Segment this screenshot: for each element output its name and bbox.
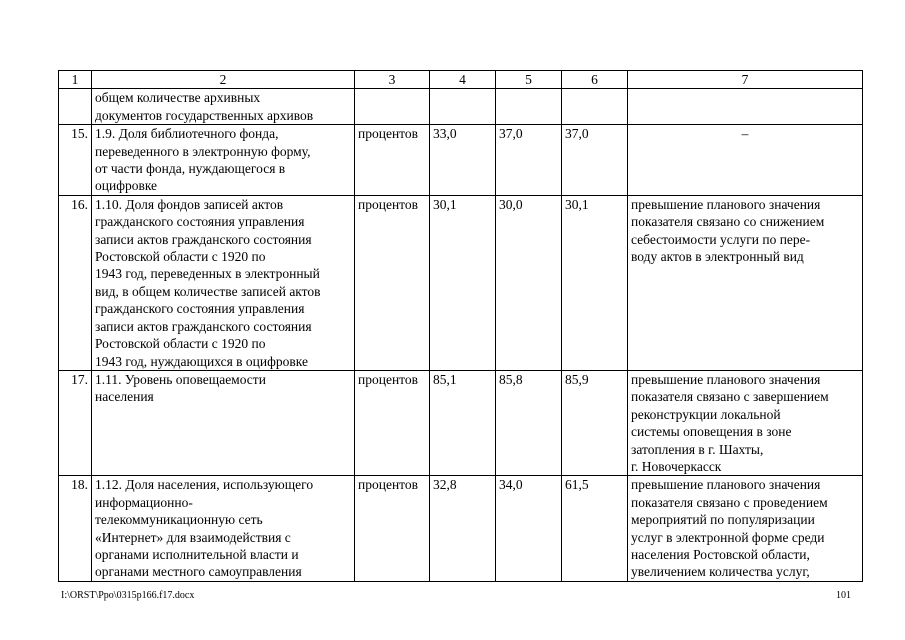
header-col-6: 6 — [562, 71, 628, 89]
indicator-line: 1943 год, переведенных в электронный — [95, 266, 320, 282]
header-col-1: 1 — [59, 71, 92, 89]
indicator-line: от части фонда, нуждающегося в — [95, 161, 286, 177]
unit-cell: процентов — [355, 370, 430, 475]
indicator-line: органами местного самоуправления — [95, 564, 302, 580]
note-line: себестоимости услуги по пере- — [631, 231, 811, 247]
continuation-line: общем количестве архивных — [95, 90, 261, 106]
indicator-line: гражданского состояния управления — [95, 301, 305, 317]
footer-file-path: I:\ORST\Ppo\0315p166.f17.docx — [61, 590, 195, 601]
continuation-unit-cell — [355, 89, 430, 125]
row-number: 18. — [59, 476, 92, 581]
header-col-2: 2 — [92, 71, 355, 89]
indicator-name — [92, 476, 355, 581]
note-line: услуг в электронной форме среди — [631, 529, 825, 545]
value-v4: 32,8 — [430, 476, 496, 581]
table-header-row — [59, 71, 863, 89]
unit-cell: процентов — [355, 195, 430, 370]
value-v5: 85,8 — [496, 370, 562, 475]
indicator-line: телекоммуникационную сеть — [95, 512, 263, 528]
indicator-line: «Интернет» для взаимодействия с — [95, 529, 291, 545]
unit-cell: процентов — [355, 125, 430, 196]
value-v6: 85,9 — [562, 370, 628, 475]
indicators-table — [58, 70, 863, 582]
header-col-4: 4 — [430, 71, 496, 89]
row-number: 16. — [59, 195, 92, 370]
note-line: – — [741, 126, 749, 142]
indicator-line: записи актов гражданского состояния — [95, 318, 312, 334]
note-line: показателя связано со снижением — [631, 214, 825, 230]
note-line: г. Новочеркасск — [631, 458, 722, 474]
value-v4: 85,1 — [430, 370, 496, 475]
indicator-line: 1.10. Доля фондов записей актов — [95, 196, 284, 212]
row-number: 15. — [59, 125, 92, 196]
note-cell — [628, 195, 863, 370]
note-line: системы оповещения в зоне — [631, 424, 792, 440]
indicator-line: 1.11. Уровень оповещаемости — [95, 371, 266, 387]
indicator-line: записи актов гражданского состояния — [95, 231, 312, 247]
indicator-line: гражданского состояния управления — [95, 214, 305, 230]
note-cell — [628, 476, 863, 581]
value-v5: 30,0 — [496, 195, 562, 370]
note-line: показателя связано с завершением — [631, 389, 829, 405]
indicator-name — [92, 195, 355, 370]
header-col-5: 5 — [496, 71, 562, 89]
continuation-v6-cell — [562, 89, 628, 125]
indicator-line: Ростовской области с 1920 по — [95, 249, 266, 265]
continuation-row — [59, 89, 863, 125]
note-line: превышение планового значения — [631, 371, 821, 387]
footer-page-number: 101 — [836, 590, 851, 601]
header-col-7: 7 — [628, 71, 863, 89]
continuation-v4-cell — [430, 89, 496, 125]
note-cell — [628, 370, 863, 475]
note-cell — [628, 125, 863, 196]
continuation-text-cell — [92, 89, 355, 125]
indicator-line: 1.9. Доля библиотечного фонда, — [95, 126, 279, 142]
note-line: населения Ростовской области, — [631, 546, 810, 562]
value-v4: 30,1 — [430, 195, 496, 370]
continuation-line: документов государственных архивов — [95, 107, 314, 123]
value-v4: 33,0 — [430, 125, 496, 196]
note-line: превышение планового значения — [631, 196, 821, 212]
continuation-note-cell — [628, 89, 863, 125]
note-line: реконструкции локальной — [631, 406, 781, 422]
table-row — [59, 125, 863, 196]
value-v5: 37,0 — [496, 125, 562, 196]
table-row — [59, 476, 863, 581]
header-col-3: 3 — [355, 71, 430, 89]
note-line: затопления в г. Шахты, — [631, 441, 764, 457]
table-row — [59, 195, 863, 370]
note-line: превышение планового значения — [631, 477, 821, 493]
indicator-line: 1.12. Доля населения, использующего — [95, 477, 314, 493]
value-v6: 61,5 — [562, 476, 628, 581]
note-line: воду актов в электронный вид — [631, 249, 804, 265]
indicator-line: информационно- — [95, 494, 193, 510]
unit-cell: процентов — [355, 476, 430, 581]
indicator-line: органами исполнительной власти и — [95, 546, 299, 562]
note-line: увеличением количества услуг, — [631, 564, 810, 580]
row-number: 17. — [59, 370, 92, 475]
value-v6: 37,0 — [562, 125, 628, 196]
note-line: мероприятий по популяризации — [631, 512, 815, 528]
indicator-line: 1943 год, нуждающихся в оцифровке — [95, 353, 308, 369]
indicator-line: Ростовской области с 1920 по — [95, 336, 266, 352]
indicator-line: населения — [95, 389, 154, 405]
continuation-num-cell — [59, 89, 92, 125]
indicator-line: вид, в общем количестве записей актов — [95, 283, 321, 299]
indicator-line: оцифровке — [95, 178, 158, 194]
indicator-name — [92, 370, 355, 475]
continuation-v5-cell — [496, 89, 562, 125]
table-row — [59, 370, 863, 475]
indicator-line: переведенного в электронную форму, — [95, 143, 311, 159]
indicator-name — [92, 125, 355, 196]
value-v5: 34,0 — [496, 476, 562, 581]
note-line: показателя связано с проведением — [631, 494, 828, 510]
value-v6: 30,1 — [562, 195, 628, 370]
